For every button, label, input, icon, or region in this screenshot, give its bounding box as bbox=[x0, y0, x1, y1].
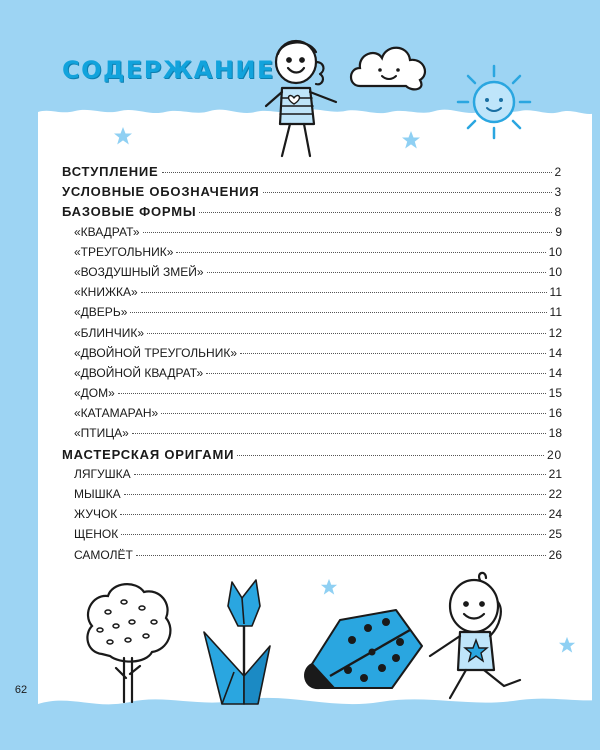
dot-leader bbox=[121, 534, 545, 535]
toc-entry[interactable] bbox=[62, 225, 562, 245]
dot-leader bbox=[134, 474, 546, 475]
toc-entry-label: «ДОМ» bbox=[74, 386, 115, 401]
toc-entry-page: 20 bbox=[547, 447, 562, 462]
cloud-icon bbox=[346, 38, 432, 94]
toc-entry-page: 24 bbox=[548, 507, 562, 522]
toc-entry-label: МАСТЕРСКАЯ ОРИГАМИ bbox=[62, 446, 235, 462]
toc-entry-page: 14 bbox=[548, 365, 562, 380]
toc-entry-label: «ДВЕРЬ» bbox=[74, 305, 128, 320]
toc-entry-label: «КВАДРАТ» bbox=[74, 224, 140, 239]
toc-entry[interactable] bbox=[62, 326, 562, 346]
toc-entry-label: ЩЕНОК bbox=[74, 527, 119, 542]
toc-entry[interactable] bbox=[62, 507, 562, 527]
toc-entry[interactable] bbox=[62, 245, 562, 265]
toc-entry-label: «КНИЖКА» bbox=[74, 285, 138, 300]
toc-entry[interactable] bbox=[62, 487, 562, 507]
toc-entry[interactable] bbox=[62, 346, 562, 366]
dot-leader bbox=[118, 393, 546, 394]
toc-entry-page: 15 bbox=[548, 386, 562, 401]
dot-leader bbox=[263, 192, 552, 193]
toc-entry-page: 25 bbox=[548, 527, 562, 542]
dot-leader bbox=[237, 455, 544, 456]
toc-entry-label: «КАТАМАРАН» bbox=[74, 406, 159, 421]
dot-leader bbox=[120, 514, 545, 515]
toc-entry-page: 16 bbox=[548, 406, 562, 421]
star-icon bbox=[113, 126, 133, 146]
toc-entry-page: 2 bbox=[554, 165, 562, 179]
toc-entry-label: САМОЛЁТ bbox=[74, 547, 133, 562]
dot-leader bbox=[206, 373, 545, 374]
toc-entry-page: 22 bbox=[548, 487, 562, 501]
toc-entry[interactable] bbox=[62, 406, 562, 426]
toc-entry-page: 11 bbox=[549, 285, 562, 300]
toc-entry[interactable] bbox=[62, 527, 562, 547]
dot-leader bbox=[124, 494, 546, 495]
toc-entry-label: «ПТИЦА» bbox=[74, 426, 129, 441]
dot-leader bbox=[141, 292, 547, 293]
toc-entry[interactable] bbox=[62, 467, 562, 487]
page-title: СОДЕРЖАНИЕ bbox=[62, 56, 275, 84]
toc-entry[interactable] bbox=[62, 305, 562, 325]
toc-entry[interactable] bbox=[62, 386, 562, 406]
toc-entry-label: БАЗОВЫЕ ФОРМЫ bbox=[62, 204, 197, 220]
left-frame bbox=[0, 0, 38, 750]
toc-entry-page: 10 bbox=[548, 264, 562, 279]
toc-entry-label: «ДВОЙНОЙ ТРЕУГОЛЬНИК» bbox=[74, 345, 238, 360]
toc-entry-label: ЛЯГУШКА bbox=[74, 466, 131, 481]
toc-entry-label: «ДВОЙНОЙ КВАДРАТ» bbox=[74, 365, 204, 380]
dot-leader bbox=[162, 172, 552, 173]
toc-entry[interactable] bbox=[62, 164, 562, 184]
toc-entry[interactable] bbox=[62, 426, 562, 446]
toc-entry-page: 26 bbox=[548, 547, 562, 562]
star-icon bbox=[558, 636, 576, 654]
toc-entry-page: 9 bbox=[555, 224, 562, 239]
toc-entry[interactable] bbox=[62, 447, 562, 467]
dot-leader bbox=[143, 232, 553, 233]
toc-entry-page: 10 bbox=[548, 244, 562, 259]
dot-leader bbox=[176, 252, 545, 253]
toc-entry-label: МЫШКА bbox=[74, 487, 121, 501]
dot-leader bbox=[136, 555, 546, 556]
dot-leader bbox=[132, 433, 546, 434]
dot-leader bbox=[199, 212, 551, 213]
toc-entry[interactable] bbox=[62, 184, 562, 204]
toc-entry-page: 21 bbox=[548, 466, 562, 481]
star-icon bbox=[401, 130, 421, 150]
dot-leader bbox=[161, 413, 545, 414]
toc-entry-label: УСЛОВНЫЕ ОБОЗНАЧЕНИЯ bbox=[62, 184, 260, 200]
toc-entry-label: «ТРЕУГОЛЬНИК» bbox=[74, 244, 174, 259]
toc-entry-page: 11 bbox=[549, 305, 562, 320]
boy-icon bbox=[420, 570, 540, 706]
toc-entry-page: 14 bbox=[548, 345, 562, 360]
toc-entry-label: «БЛИНЧИК» bbox=[74, 325, 145, 340]
dot-leader bbox=[207, 272, 546, 273]
dot-leader bbox=[147, 333, 546, 334]
sun-icon bbox=[452, 60, 536, 144]
toc-entry-page: 3 bbox=[554, 185, 562, 200]
table-of-contents bbox=[62, 164, 562, 568]
toc-entry-label: ЖУЧОК bbox=[74, 507, 118, 522]
toc-entry[interactable] bbox=[62, 548, 562, 568]
toc-entry-label: «ВОЗДУШНЫЙ ЗМЕЙ» bbox=[74, 264, 204, 279]
toc-entry-page: 12 bbox=[548, 325, 562, 340]
star-icon bbox=[320, 578, 338, 596]
dot-leader bbox=[130, 312, 546, 313]
toc-entry[interactable] bbox=[62, 204, 562, 224]
toc-entry[interactable] bbox=[62, 366, 562, 386]
toc-entry-page: 8 bbox=[554, 205, 562, 220]
dot-leader bbox=[240, 353, 546, 354]
page-number: 62 bbox=[14, 684, 28, 696]
tree-icon bbox=[80, 578, 178, 706]
toc-entry[interactable] bbox=[62, 265, 562, 285]
right-frame bbox=[592, 0, 600, 750]
girl-icon bbox=[258, 32, 348, 162]
tulip-icon bbox=[198, 576, 294, 710]
toc-entry-label: ВСТУПЛЕНИЕ bbox=[62, 164, 159, 179]
toc-entry[interactable] bbox=[62, 285, 562, 305]
ladybug-icon bbox=[300, 600, 428, 700]
toc-entry-page: 18 bbox=[548, 426, 562, 441]
